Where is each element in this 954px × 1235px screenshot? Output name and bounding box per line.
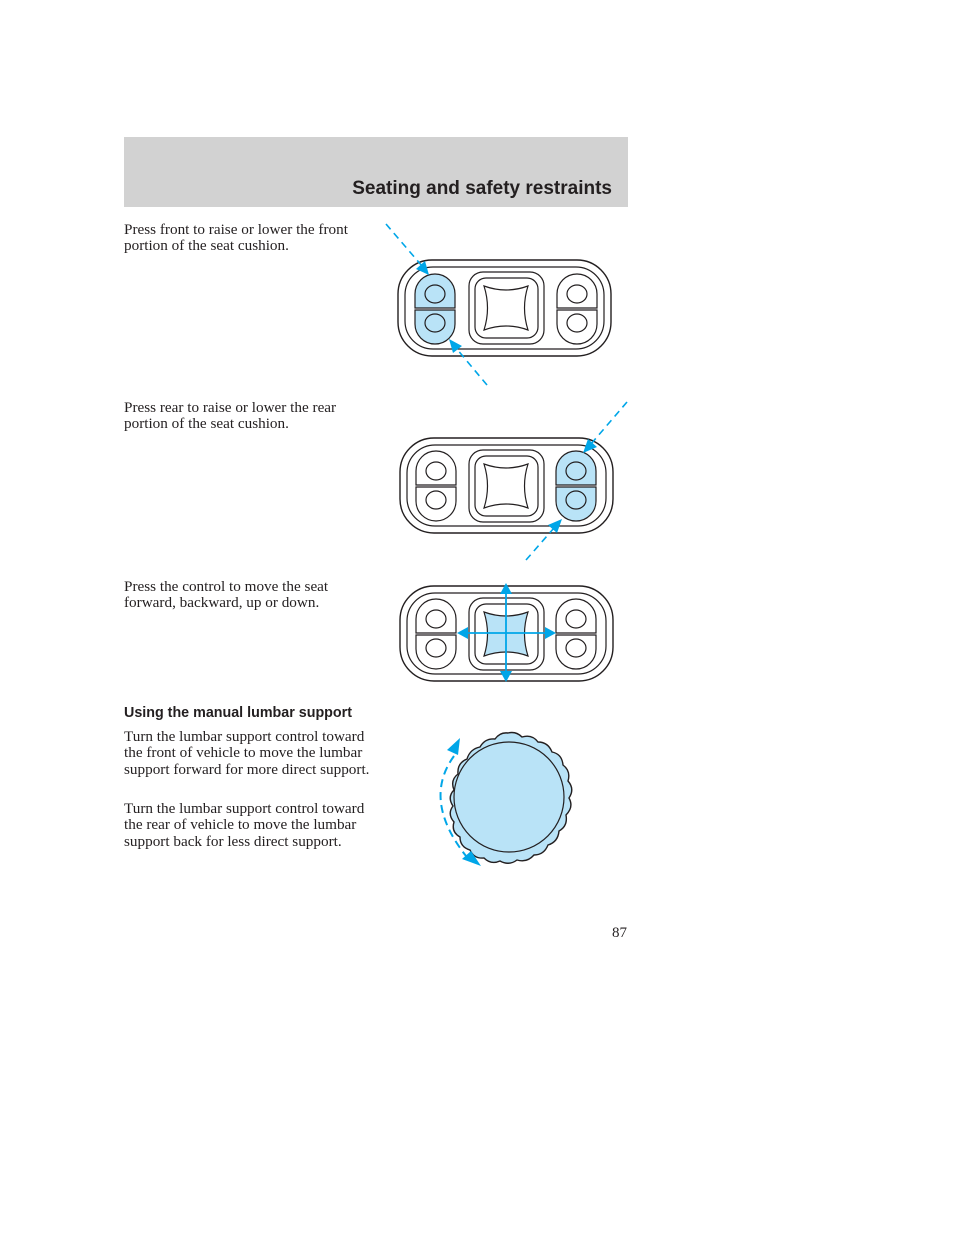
page-number: 87	[612, 925, 627, 941]
header-band	[124, 137, 628, 207]
lumbar-knob-figure	[420, 728, 580, 873]
front-cushion-switch-figure	[380, 220, 630, 390]
front-cushion-text: Press front to raise or lower the front portion of the seat cushion.	[124, 221, 348, 255]
lumbar-heading: Using the manual lumbar support	[124, 705, 352, 721]
rear-cushion-text: Press rear to raise or lower the rear portion of the seat cushion.	[124, 399, 337, 433]
rear-cushion-switch-figure	[380, 398, 630, 568]
seat-move-switch-figure	[380, 578, 630, 688]
seat-move-text: Press the control to move the seat forward, backward, up or down.	[124, 578, 329, 612]
lumbar-paragraph-2: Turn the lumbar support control toward the rear of vehicle to move the lumbar support back for less direct support.	[124, 800, 365, 850]
lumbar-paragraph-1: Turn the lumbar support control toward the front of vehicle to move the lumbar support forward for more direct support.	[124, 728, 370, 778]
page-title: Seating and safety restraints	[352, 178, 612, 199]
